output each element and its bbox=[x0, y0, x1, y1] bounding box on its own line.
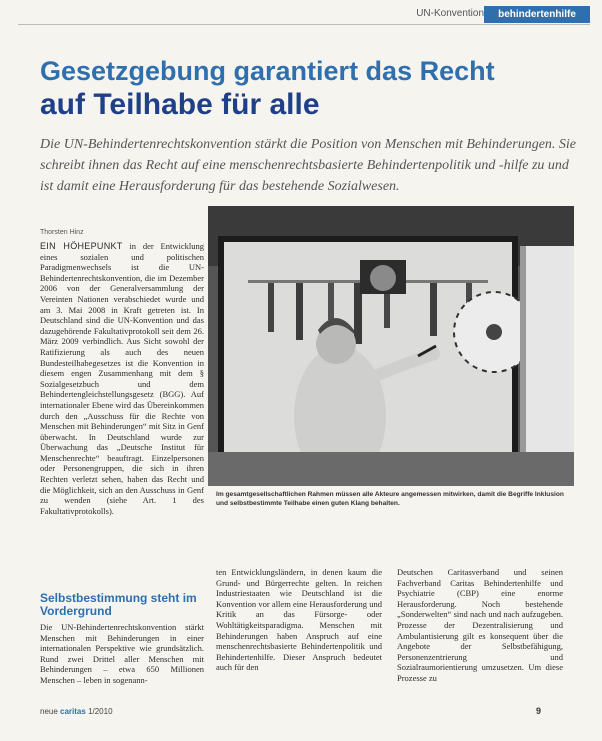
body-column-2: ten Entwicklungsländern, in denen kaum die Grund- und Bürgerrechte gelten. In reichen Industriestaaten wie Deutschland ist die Konvention vor allem eine Herausforderung und Kritik an das Fürsorge- oder Wohltätigkeitsparadigma. Menschen mit Behinderungen haben Anspruch auf eine menschenrechtsbasierte Behindertenpolitik und Behindertenhilfe. Dieser Anspruch bedeutet auch für den bbox=[216, 567, 382, 673]
photo-caption: Im gesamtgesellschaftlichen Rahmen müssen alle Akteure angemessen mitwirken, damit die Begriffe Inklusion und selbstbestimmte Teilhabe einen guten Klang behalten. bbox=[216, 491, 564, 508]
article-photo bbox=[208, 206, 574, 486]
body-column-1-text: in der Entwicklung eines sozialen und politischen Paradigmenwechsels ist die UN-Behindertenrechtskonvention, die im Dezember 2006 von der Generalversammlung der Vereinten Nationen verabschiedet wurde und am 3. Mai 2008 in Kraft getreten ist. In Deutschland sind die UN-Konvention und das dazugehörende Fakultativprotokoll seit dem 26. März 2009 verbindlich. Aus Sicht sowohl der Ratifizierung als auch des neuen Bundesteilhabegesetzes ist die Konvention in diesem engen Zusammenhang mit dem § Sozialgesetzbuch und dem Behindertengleichstellungsgesetz (BGG). Auf internationaler Ebene wird das Übereinkommen durch den „Ausschuss für die Rechte von Menschen mit Behinderungen“ mit Sitz in Genf überwacht. In Deutschland wurde zur Überwachung das „Deutsche Institut für Menschenrechte“ beauftragt. Einzelpersonen oder Personengruppen, die sich in ihren Rechten verletzt sehen, haben das Recht und die Möglichkeit, sich an den Ausschuss in Genf zu wenden (siehe Art. 1 des Fakultativprotokolls). bbox=[40, 241, 204, 516]
article-lead: Die UN-Behindertenrechtskonvention stärkt die Position von Menschen mit Behinderungen. Sie schreibt ihnen das Recht auf eine menschenrechtsbasierte Behindertenpolitik und -hilfe zu und ist damit eine Herausforderung für das bestehende Sozialwesen. bbox=[40, 137, 577, 194]
footer-issue: 1/2010 bbox=[88, 707, 113, 716]
subheading: Selbstbestimmung steht im Vordergrund bbox=[40, 591, 197, 618]
drop-words: EIN HÖHEPUNKT bbox=[40, 241, 123, 251]
section-rubric: UN-Konvention bbox=[416, 8, 484, 19]
page-number: 9 bbox=[536, 706, 542, 716]
headline-line-2: auf Teilhabe für alle bbox=[40, 88, 320, 121]
header-rule bbox=[18, 24, 590, 25]
author-byline: Thorsten Hinz bbox=[40, 229, 84, 236]
section-tag: behindertenhilfe bbox=[484, 6, 590, 23]
body-column-3: Deutschen Caritasverband und seinen Fachverband Caritas Behindertenhilfe und Psychiatrie (CBP) eine enorme Herausforderung. Noch bestehende „Sonderwelten“ sind nach und nach aufzugeben. Prozesse der Dezentralisierung und Ambulantisierung gilt es konsequent über die Angebote der Selbstbefähigung, Personenzentrierung und Sozialraumorientierung umzusetzen. Um diese Prozesse zu bbox=[397, 567, 563, 683]
footer-magazine-name: caritas bbox=[60, 707, 86, 716]
body-column-1b: Die UN-Behindertenrechtskonvention stärkt Menschen mit Behinderungen in einer internationalen Perspektive wie grundsätzlich. Rund zwei Drittel aller Menschen mit Behinderungen – etwa 650 Millionen Menschen – leben in sogenann- bbox=[40, 622, 204, 685]
body-column-1 bbox=[40, 241, 204, 516]
headline-line-1: Gesetzgebung garantiert das Recht bbox=[40, 56, 495, 86]
footer-magazine bbox=[40, 707, 113, 716]
footer-prefix: neue bbox=[40, 707, 58, 716]
